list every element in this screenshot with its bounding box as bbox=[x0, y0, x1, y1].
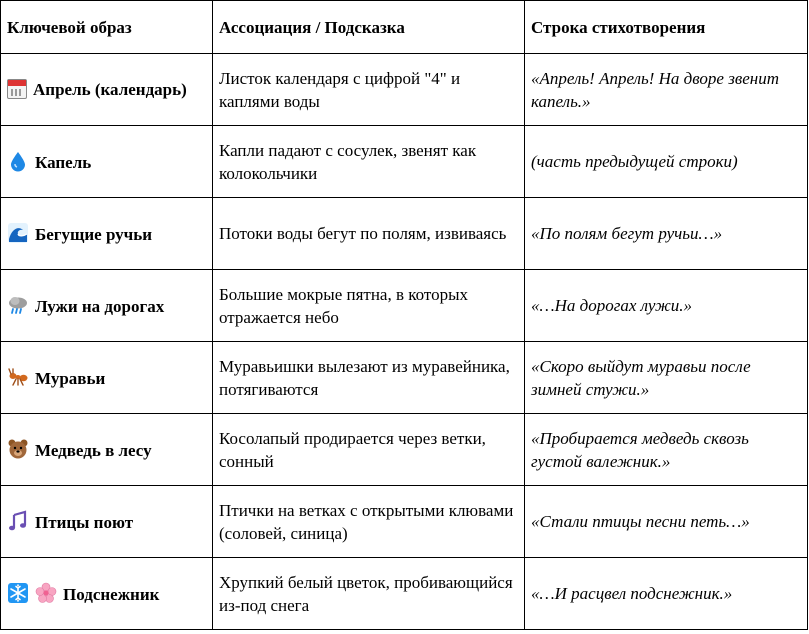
association-cell: Хрупкий белый цветок, пробивающийся из-под снега bbox=[213, 558, 525, 630]
association-cell: Потоки воды бегут по полям, извиваясь bbox=[213, 198, 525, 270]
table-row bbox=[1, 558, 808, 630]
association-cell: Листок календаря с цифрой "4" и каплями воды bbox=[213, 54, 525, 126]
image-cell bbox=[1, 54, 213, 126]
table-row bbox=[1, 486, 808, 558]
snowflake-icon bbox=[7, 582, 29, 604]
image-cell bbox=[1, 270, 213, 342]
image-label: Птицы поют bbox=[35, 512, 134, 532]
table-row bbox=[1, 126, 808, 198]
image-label: Медведь в лесу bbox=[35, 440, 152, 460]
table-row bbox=[1, 270, 808, 342]
rain-cloud-icon bbox=[7, 294, 29, 316]
table-row bbox=[1, 342, 808, 414]
header-image: Ключевой образ bbox=[1, 1, 213, 54]
image-label: Апрель (календарь) bbox=[33, 80, 187, 99]
association-cell: Птички на ветках с открытыми клювами (соловей, синица) bbox=[213, 486, 525, 558]
poem-line-cell: «Стали птицы песни петь…» bbox=[525, 486, 808, 558]
poem-line-cell: «Пробирается медведь сквозь густой валежник.» bbox=[525, 414, 808, 486]
droplet-icon bbox=[7, 150, 29, 172]
association-cell: Косолапый продирается через ветки, сонный bbox=[213, 414, 525, 486]
table-row bbox=[1, 414, 808, 486]
header-association: Ассоциация / Подсказка bbox=[213, 1, 525, 54]
image-cell bbox=[1, 342, 213, 414]
image-label: Подснежник bbox=[63, 584, 160, 604]
table-row bbox=[1, 198, 808, 270]
association-cell: Капли падают с сосулек, звенят как колокольчики bbox=[213, 126, 525, 198]
ant-icon bbox=[7, 366, 29, 388]
image-cell bbox=[1, 558, 213, 630]
poem-line-cell: «Скоро выйдут муравьи после зимней стужи.» bbox=[525, 342, 808, 414]
bear-icon bbox=[7, 438, 29, 460]
poem-line-cell: «…На дорогах лужи.» bbox=[525, 270, 808, 342]
image-label: Капель bbox=[35, 152, 92, 172]
poem-line-cell: «…И расцвел подснежник.» bbox=[525, 558, 808, 630]
flower-icon bbox=[35, 582, 57, 604]
header-poem-line: Строка стихотворения bbox=[525, 1, 808, 54]
association-cell: Большие мокрые пятна, в которых отражается небо bbox=[213, 270, 525, 342]
poem-line-cell: «Апрель! Апрель! На дворе звенит капель.» bbox=[525, 54, 808, 126]
image-label: Лужи на дорогах bbox=[35, 296, 165, 316]
image-cell bbox=[1, 198, 213, 270]
poem-line-cell: (часть предыдущей строки) bbox=[525, 126, 808, 198]
poem-line-cell: «По полям бегут ручьи…» bbox=[525, 198, 808, 270]
table-row bbox=[1, 54, 808, 126]
image-label: Бегущие ручьи bbox=[35, 224, 153, 244]
music-note-icon bbox=[7, 510, 29, 532]
wave-icon bbox=[7, 222, 29, 244]
image-label: Муравьи bbox=[35, 368, 106, 388]
image-cell bbox=[1, 126, 213, 198]
header-row bbox=[1, 1, 808, 54]
calendar-icon bbox=[7, 79, 27, 99]
image-cell bbox=[1, 486, 213, 558]
association-cell: Муравьишки вылезают из муравейника, потягиваются bbox=[213, 342, 525, 414]
image-cell bbox=[1, 414, 213, 486]
